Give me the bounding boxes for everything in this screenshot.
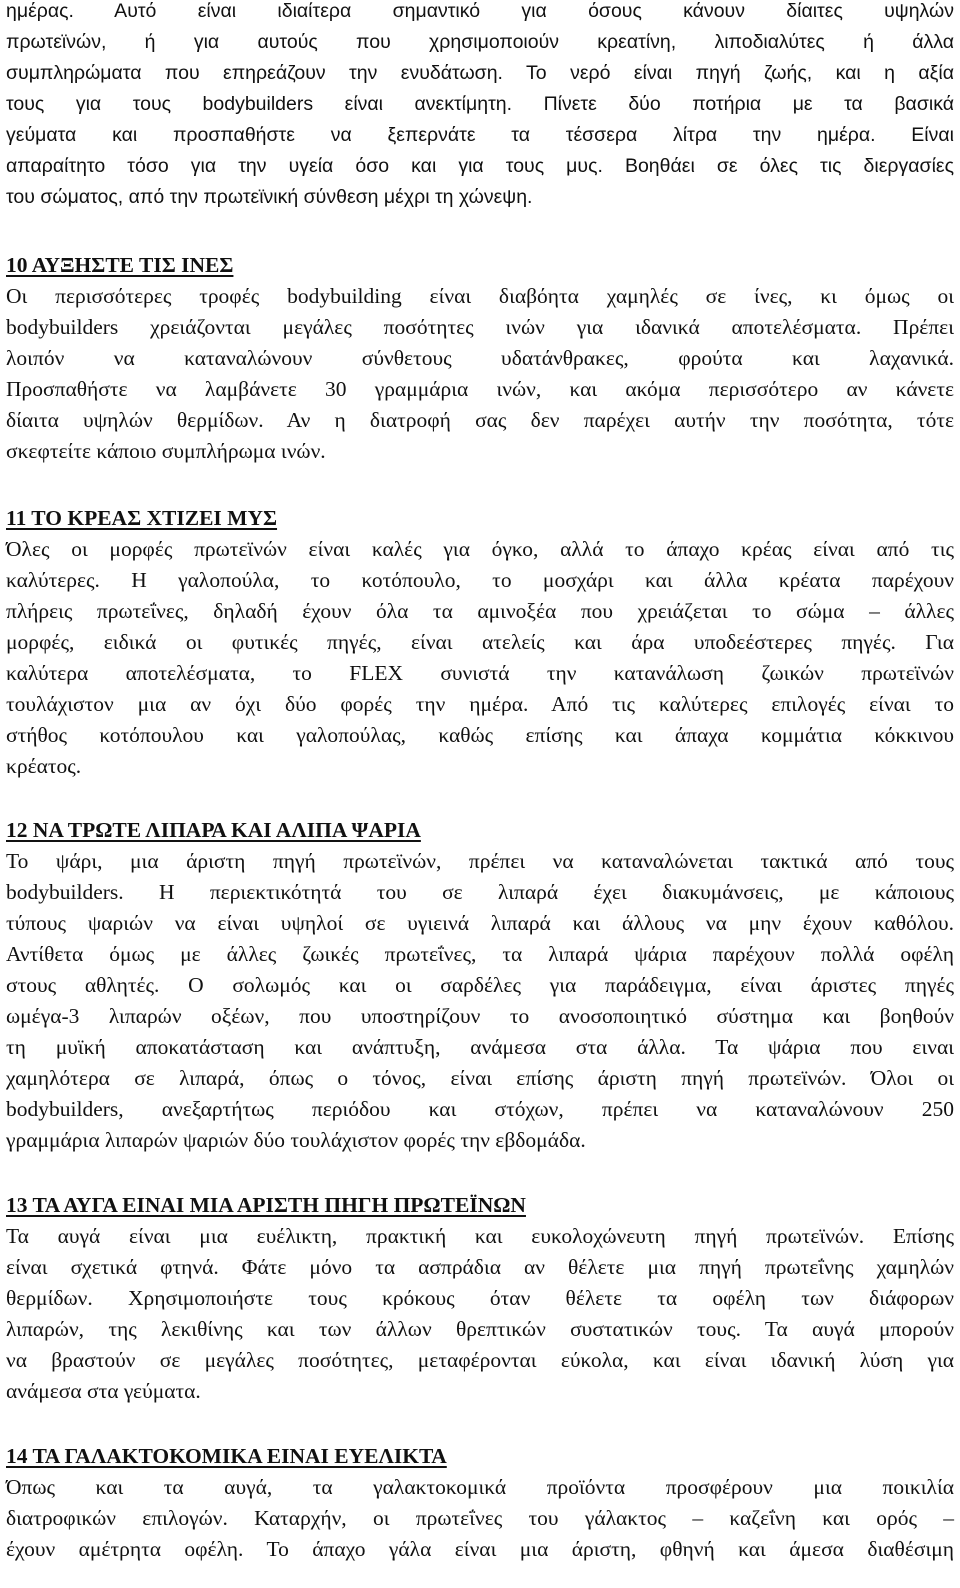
text-line: μορφές, ειδικά οι φυτικές πηγές, είναι ατελείς και άρα υποδεέστερες πηγές. Για — [6, 630, 954, 654]
section-10 — [6, 250, 954, 467]
section-12 — [6, 815, 954, 1156]
text-line: Οι περισσότερες τροφές bodybuilding είναι διαβόητα χαμηλές σε ίνες, κι όμως οι — [6, 284, 954, 308]
text-line: έχουν αμέτρητα οφέλη. Το άπαχο γάλα είναι μια άριστη, φθηνή και άμεσα διαθέσιμη — [6, 1537, 954, 1561]
text-line: καλύτερα αποτελέσματα, το FLEX συνιστά την κατανάλωση ζωικών πρωτεϊνών — [6, 661, 954, 685]
section-11 — [6, 503, 954, 782]
text-line: bodybuilders. Η περιεκτικότητά του σε λιπαρά έχει διακυμάνσεις, με κάποιους — [6, 880, 954, 904]
text-line: να βραστούν σε μεγάλες ποσότητες, μεταφέρονται εύκολα, και είναι ιδανική λύση για — [6, 1348, 954, 1372]
text-line: τύπους ψαριών να είναι υψηλοί σε υγιεινά λιπαρά και άλλους να μην έχουν καθόλου. — [6, 911, 954, 935]
text-line: bodybuilders χρειάζονται μεγάλες ποσότητες ινών για ιδανικά αποτελέσματα. Πρέπει — [6, 315, 954, 339]
section-heading: 10 ΑΥΞΗΣΤΕ ΤΙΣ ΙΝΕΣ — [6, 253, 234, 277]
text-line: σκεφτείτε κάποιο συμπλήρωμα ινών. — [6, 439, 326, 463]
text-line: συμπληρώματα που επηρεάζουν την ενυδάτωση. Το νερό είναι πηγή ζωής, και η αξία — [6, 62, 954, 84]
text-line: τους για τους bodybuilders είναι ανεκτίμητη. Πίνετε δύο ποτήρια με τα βασικά — [6, 93, 954, 115]
text-line: διατροφικών επιλογών. Καταρχήν, οι πρωτεΐνες του γάλακτος – καζεΐνη και ορός – — [6, 1506, 954, 1530]
text-line: δίαιτα υψηλών θερμίδων. Αν η διατροφή σας δεν παρέχει αυτήν την ποσότητα, τότε — [6, 408, 954, 432]
text-line: τουλάχιστον μια αν όχι δύο φορές την ημέρα. Από τις καλύτερες επιλογές είναι το — [6, 692, 954, 716]
text-line: ημέρας. Αυτό είναι ιδιαίτερα σημαντικό για όσους κάνουν δίαιτες υψηλών — [6, 0, 954, 22]
section-heading: 13 ΤΑ ΑΥΓΑ ΕΙΝΑΙ ΜΙΑ ΑΡΙΣΤΗ ΠΗΓΗ ΠΡΩΤΕΪΝΩΝ — [6, 1193, 526, 1217]
text-line: Το ψάρι, μια άριστη πηγή πρωτεϊνών, πρέπει να καταναλώνεται τακτικά από τους — [6, 849, 954, 873]
intro-paragraph — [6, 0, 954, 213]
section-heading: 11 ΤΟ ΚΡΕΑΣ ΧΤΙΖΕΙ ΜΥΣ — [6, 506, 278, 530]
text-line: θερμίδων. Χρησιμοποιήστε τους κρόκους όταν θέλετε τα οφέλη των διάφορων — [6, 1286, 954, 1310]
text-line: Τα αυγά είναι μια ευέλικτη, πρακτική και ευκολοχώνευτη πηγή πρωτεϊνών. Επίσης — [6, 1224, 954, 1248]
text-line: bodybuilders, ανεξαρτήτως περιόδου και στόχων, πρέπει να καταναλώνουν 250 — [6, 1097, 954, 1121]
text-line: λοιπόν να καταναλώνουν σύνθετους υδατάνθρακες, φρούτα και λαχανικά. — [6, 346, 954, 370]
section-heading: 14 ΤΑ ΓΑΛΑΚΤΟΚΟΜΙΚΑ ΕΙΝΑΙ ΕΥΕΛΙΚΤΑ — [6, 1444, 447, 1468]
text-line: στους αθλητές. Ο σολωμός και οι σαρδέλες για παράδειγμα, είναι άριστες πηγές — [6, 973, 954, 997]
text-line: του σώματος, από την πρωτεϊνική σύνθεση μέχρι τη χώνεψη. — [6, 186, 533, 208]
section-14 — [6, 1441, 954, 1565]
text-line: Όλες οι μορφές πρωτεϊνών είναι καλές για όγκο, αλλά το άπαχο κρέας είναι από τις — [6, 537, 954, 561]
text-line: απαραίτητο τόσο για την υγεία όσο και για τους μυς. Βοηθάει σε όλες τις διεργασίες — [6, 155, 954, 177]
text-line: στήθος κοτόπουλου και γαλοπούλας, καθώς επίσης και άπαχα κομμάτια κόκκινου — [6, 723, 954, 747]
text-line: Προσπαθήστε να λαμβάνετε 30 γραμμάρια ινών, και ακόμα περισσότερο αν κάνετε — [6, 377, 954, 401]
text-line: λιπαρών, της λεκιθίνης και των άλλων θρεπτικών συστατικών τους. Τα αυγά μπορούν — [6, 1317, 954, 1341]
section-13 — [6, 1190, 954, 1407]
section-heading: 12 ΝΑ ΤΡΩΤΕ ΛΙΠΑΡΑ ΚΑΙ ΑΛΙΠΑ ΨΑΡΙΑ — [6, 818, 421, 842]
text-line: ωμέγα-3 λιπαρών οξέων, που υποστηρίζουν το ανοσοποιητικό σύστημα και βοηθούν — [6, 1004, 954, 1028]
text-line: Αντίθετα όμως με άλλες ζωικές πρωτεΐνες, τα λιπαρά ψάρια παρέχουν πολλά οφέλη — [6, 942, 954, 966]
text-line: γεύματα και προσπαθήστε να ξεπερνάτε τα τέσσερα λίτρα την ημέρα. Είναι — [6, 124, 954, 146]
text-line: κρέατος. — [6, 754, 82, 778]
text-line: πρωτεϊνών, ή για αυτούς που χρησιμοποιούν κρεατίνη, λιποδιαλύτες ή άλλα — [6, 31, 954, 53]
text-line: τη μυϊκή αποκατάσταση και ανάπτυξη, ανάμεσα στα άλλα. Τα ψάρια που ειναι — [6, 1035, 954, 1059]
text-line: είναι σχετικά φτηνά. Φάτε μόνο τα ασπράδια αν θέλετε μια πηγή πρωτεΐνης χαμηλών — [6, 1255, 954, 1279]
text-line: πλήρεις πρωτεΐνες, δηλαδή έχουν όλα τα αμινοξέα που χρειάζεται το σώμα – άλλες — [6, 599, 954, 623]
text-line: χαμηλότερα σε λιπαρά, όπως ο τόνος, είναι επίσης άριστη πηγή πρωτεϊνών. Όλοι οι — [6, 1066, 954, 1090]
text-line: Όπως και τα αυγά, τα γαλακτοκομικά προϊόντα προσφέρουν μια ποικιλία — [6, 1475, 954, 1499]
text-line: ανάμεσα στα γεύματα. — [6, 1379, 201, 1403]
text-line: γραμμάρια λιπαρών ψαριών δύο τουλάχιστον φορές την εβδομάδα. — [6, 1128, 586, 1152]
text-line: καλύτερες. Η γαλοπούλα, το κοτόπουλο, το μοσχάρι και άλλα κρέατα παρέχουν — [6, 568, 954, 592]
